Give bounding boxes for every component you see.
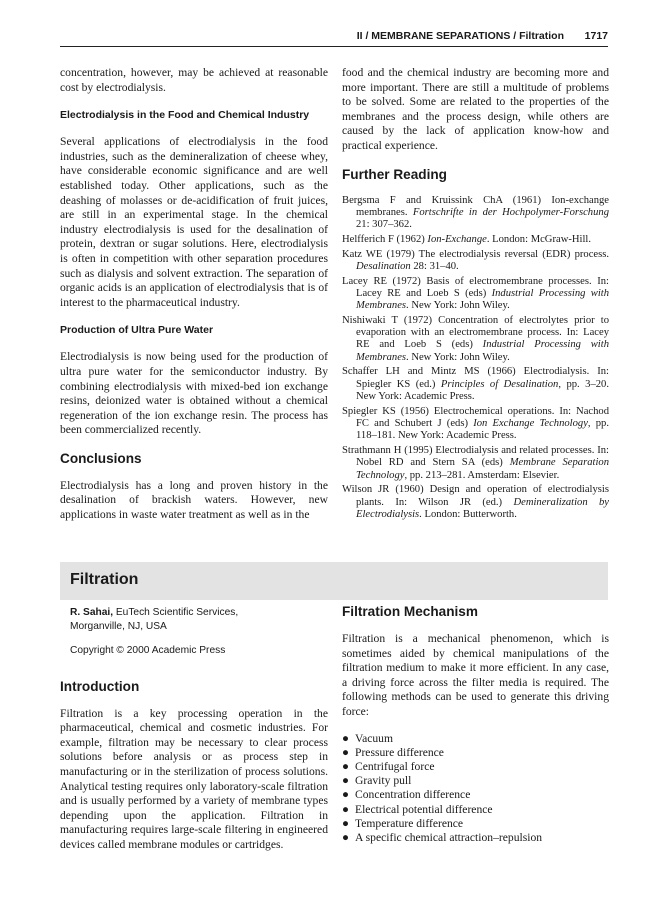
bullet-icon: ● [342,802,350,816]
list-item: ● Pressure difference [342,745,444,759]
list-item: ● A specific chemical attraction–repulsion [342,830,543,844]
list-item: ● Vacuum [342,731,393,745]
reference-list [342,195,609,522]
reference-item: Schaffer LH and Mintz MS (1966) Electrodialysis. In: Spiegler KS (ed.) Principles of Desalination, pp. 3–20. New York: Academic Press. [342,366,609,402]
continued-paragraph: concentration, however, may be achieved at reasonable cost by electrodialysis. [60,66,328,94]
list-item: ● Electrical potential difference [342,802,493,816]
ultra-pure-water-paragraph: Electrodialysis is now being used for the production of ultra pure water for the semiconductor industry. By combining electrodialysis with mixed-bed ion exchange resins, deionized water is obtained without a chemical regeneration of the ion exchange resin. The process has been commercialized recently. [60,350,328,437]
list-item: ● Temperature difference [342,816,464,830]
author-affiliation: EuTech Scientific Services, [113,607,239,618]
further-reading-heading: Further Reading [342,166,447,182]
list-item: ● Concentration difference [342,788,471,802]
article-title: Filtration [70,571,139,588]
bullet-icon: ● [342,731,350,745]
filtration-mechanism-paragraph: Filtration is a mechanical phenomenon, which is sometimes aided by chemical manipulations of the filtration medium to make it more efficient. In any case, a driving force across the filter media is required. The following methods can be used to generate this driving force: [342,632,609,718]
subheading-ultra-pure-water: Production of Ultra Pure Water [60,324,214,337]
article-title-band [60,562,608,600]
left-column-top [60,66,328,523]
introduction-paragraph: Filtration is a key processing operation in the pharmaceutical, chemical and cosmetic industries. For example, filtration may be necessary to clear process solutions before analysis or as process step in manufacturing or in the sterilization of process solutions. Analytical testing requires only laboratory-scale filtration and is usually performed by a variety of membrane types depending upon the application. Filtration in manufacturing requires large-scale filtering in engineered devices called membrane modules or cartridges. [60,706,328,851]
continued-paragraph-right: food and the chemical industry are becoming more and more important. There are still a multitude of problems to be solved. Some are related to the properties of the membranes and the process design, while others are caused by the lack of application know-how and practical experience. [342,66,609,152]
reference-item: Wilson JR (1960) Design and operation of electrodialysis plants. In: Wilson JR (ed.) Demineralization by Electrodialysis. London: Butterworth. [342,484,609,520]
reference-item: Nishiwaki T (1972) Concentration of electrolytes prior to evaporation with an electromembrane process. In: Lacey RE and Loeb S (eds) Industrial Processing with Membranes. New York: John Wiley. [342,314,609,363]
list-item: ● Gravity pull [342,774,412,788]
reference-item: Lacey RE (1972) Basis of electromembrane processes. In: Lacey RE and Loeb S (eds) Industrial Processing with Membranes. New York: John Wiley. [342,275,609,312]
food-chemical-paragraph: Several applications of electrodialysis in the food industries, such as the demineralization of cheese whey, have considerable economic significance and are well established today. Other applications, such as the deashing of molasses or de-acidification of fruit juices, are still in an experimental stage. In the chemical industry electrodialysis is used for the desalination of protein, dextran or sugar solutions. Here, electrodialysis is often in competition with other separation procedures such as dialysis and solvent extraction. The separation of organic acids is an application of electrodialysis that is of interest to the pharmaceutical industry. [60,135,328,309]
author-name: R. Sahai, [70,607,114,618]
author-line [70,606,328,620]
bullet-icon: ● [342,745,350,759]
conclusions-paragraph: Electrodialysis has a long and proven history in the desalination of brackish waters. However, new applications in waste water treatment as well as in the [60,478,328,522]
right-column-bottom [342,604,609,845]
bullet-icon: ● [342,830,350,844]
bullet-icon: ● [342,759,350,773]
bullet-icon: ● [342,788,350,802]
bullet-icon: ● [342,774,350,788]
driving-force-list [342,732,609,846]
conclusions-heading: Conclusions [60,450,142,466]
author-location: Morganville, NJ, USA [70,621,167,632]
list-item: ● Centrifugal force [342,759,435,773]
page-number: 1717 [584,30,608,42]
reference-item: Strathmann H (1995) Electrodialysis and related processes. In: Nobel RD and Stern SA (eds) Membrane Separation Technology, pp. 213–281. Amsterdam: Elsevier. [342,444,609,481]
left-column-bottom [60,606,328,853]
copyright-line: Copyright © 2000 Academic Press [70,645,226,656]
bullet-icon: ● [342,816,350,830]
reference-item: Katz WE (1979) The electrodialysis reversal (EDR) process. Desalination 28: 31–40. [342,248,609,272]
reference-item: Bergsma F and Kruissink ChA (1961) Ion-exchange membranes. Fortschrifte in der Hochpolymer-Forschung 21: 307–362. [342,194,609,231]
reference-item: Helfferich F (1962) Ion-Exchange. London: McGraw-Hill. [342,233,591,245]
introduction-heading: Introduction [60,678,140,694]
filtration-mechanism-heading: Filtration Mechanism [342,604,478,619]
subheading-food-chemical: Electrodialysis in the Food and Chemical Industry [60,109,310,122]
right-column-top [342,66,609,524]
running-head [60,26,608,47]
reference-item: Spiegler KS (1956) Electrochemical operations. In: Nachod FC and Schubert J (eds) Ion Exchange Technology, pp. 118–181. New York: Academic Press. [342,405,610,442]
running-head-title: II / MEMBRANE SEPARATIONS / Filtration [356,30,564,42]
